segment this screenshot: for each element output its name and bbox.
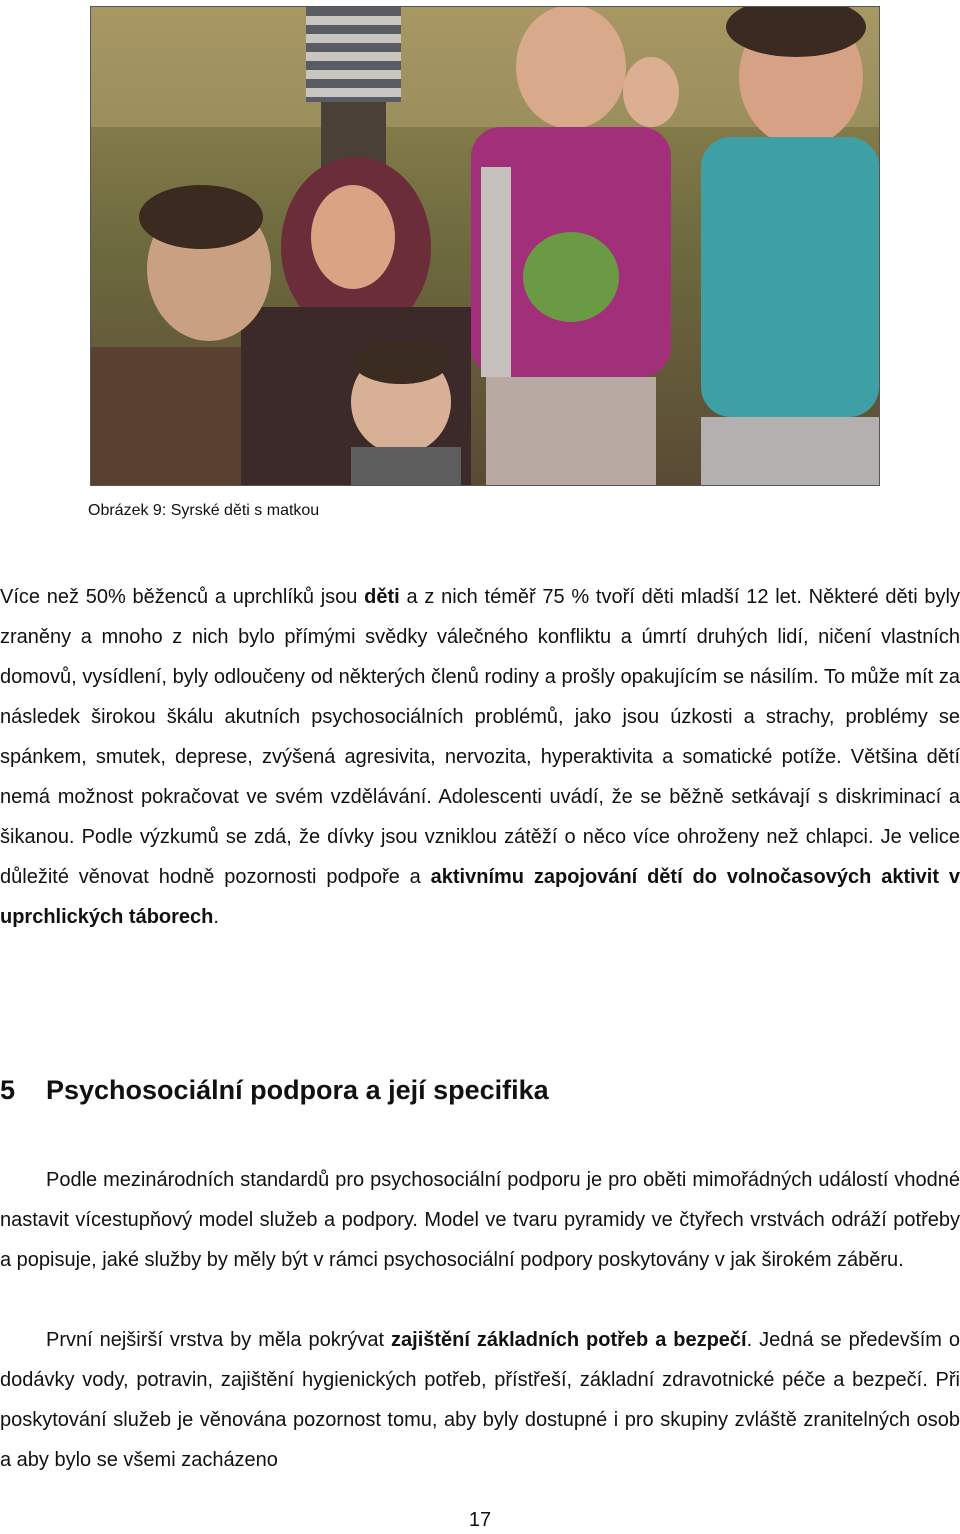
paragraph-first-layer	[0, 1320, 960, 1480]
paragraph-text: . Jedná se především o dodávky vody, potravin, zajištění hygienických potřeb, přístřeší, základní zdravotnické péče a bezpečí. Při poskytování služeb je věnována pozornost tomu, aby byly dostupné i pro skupiny zvláště zranitelných osob a aby bylo se všemi zacházeno	[0, 1329, 960, 1471]
bold-text: děti	[364, 586, 400, 608]
bold-text: aktivnímu zapojování dětí do volnočasových aktivit v uprchlických táborech	[0, 866, 960, 928]
paragraph-children-refugees	[0, 577, 960, 937]
paragraph-text: .	[213, 906, 219, 928]
paragraph-text: Více než 50% běženců a uprchlíků jsou	[0, 586, 365, 608]
bold-text: zajištění základních potřeb a bezpečí	[391, 1329, 747, 1351]
paragraph-text: První nejširší vrstva by měla pokrývat	[46, 1329, 392, 1351]
section-heading	[0, 1070, 549, 1110]
page-number: 17	[468, 1509, 492, 1531]
section-number: 5	[0, 1075, 16, 1105]
figure-caption: Obrázek 9: Syrské děti s matkou	[88, 502, 320, 519]
photo-syrian-children-with-mother	[90, 6, 880, 486]
section-title: Psychosociální podpora a její specifika	[46, 1075, 549, 1105]
paragraph-text: a z nich téměř 75 % tvoří děti mladší 12 let. Některé děti byly zraněny a mnoho z nich bylo přímými svědky válečného konfliktu a úmrtí druhých lidí, ničení vlastních domovů, vysídlení, byly odloučeny od některých členů rodiny a prošly opakujícím se násilím. To může mít za následek širokou škálu akutních psychosociálních problémů, jako jsou úzkosti a strachy, problémy se spánkem, smutek, deprese, zvýšená agresivita, nervozita, hyperaktivita a somatické potíže. Většina dětí nemá možnost pokračovat ve svém vzdělávání. Adolescenti uvádí, že se běžně setkávají s diskriminací a šikanou. Podle výzkumů se zdá, že dívky jsou vzniklou zátěží o něco více ohroženy než chlapci. Je velice důležité věnovat hodně pozornosti podpoře a	[0, 586, 960, 888]
paragraph-standards: Podle mezinárodních standardů pro psychosociální podporu je pro oběti mimořádných událostí vhodné nastavit vícestupňový model služeb a podpory. Model ve tvaru pyramidy ve čtyřech vrstvách odráží potřeby a popisuje, jaké služby by měly být v rámci psychosociální podpory poskytovány v jak širokém záběru.	[0, 1169, 960, 1271]
photo-illustration	[91, 7, 879, 485]
